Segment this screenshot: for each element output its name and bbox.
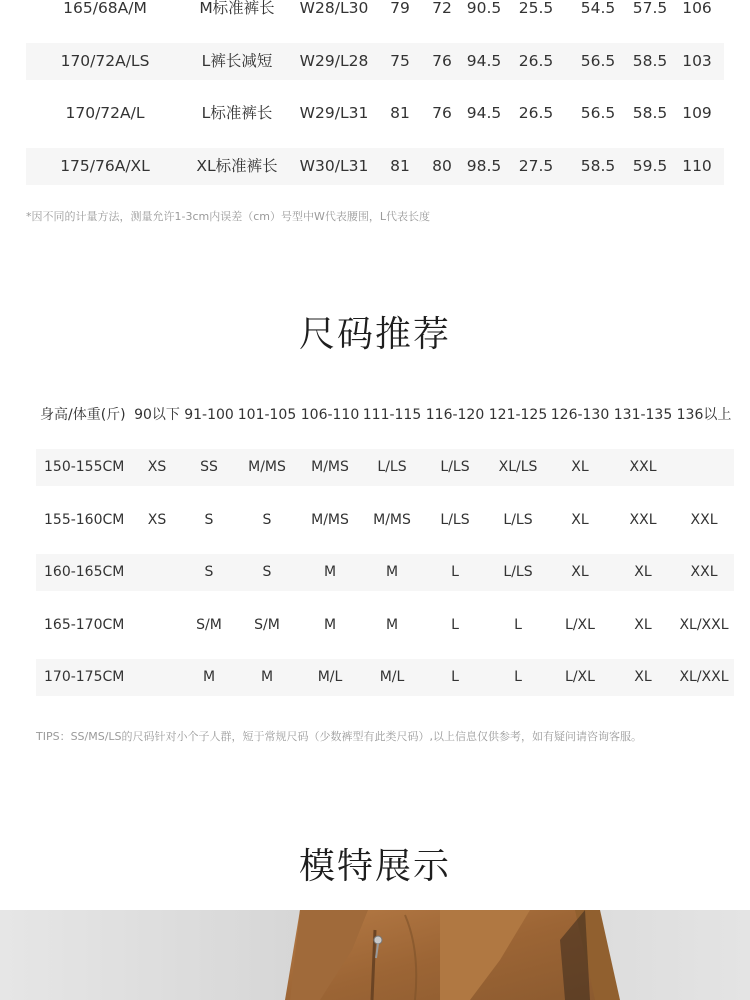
rec-cell: 170-175CM [44, 669, 125, 685]
header-cell: 90以下 [134, 407, 180, 423]
rec-cell: S/M [254, 616, 280, 633]
size-chart-row [26, 95, 724, 132]
size-chart-row [26, 0, 724, 27]
rec-cell: S [204, 511, 214, 528]
header-cell: 101-105 [237, 407, 297, 423]
size-cell: 75 [390, 51, 410, 70]
size-cell: 98.5 [466, 156, 502, 175]
rec-cell: L/XL [565, 669, 595, 685]
rec-cell: XL [634, 669, 652, 685]
recommendation-row [36, 502, 734, 539]
size-cell: 58.5 [632, 104, 668, 122]
header-cell: 91-100 [184, 407, 234, 423]
size-chart-row [26, 148, 724, 185]
size-cell: 72 [432, 0, 452, 17]
rec-cell: L [451, 564, 459, 580]
rec-cell: XL [571, 459, 589, 475]
size-cell: W29/L31 [299, 104, 369, 122]
rec-cell: L/LS [503, 564, 533, 580]
header-cell: 111-115 [362, 407, 422, 423]
header-cell: 136以上 [676, 407, 732, 423]
rec-cell: S [204, 564, 214, 580]
size-cell: 26.5 [518, 104, 554, 122]
size-cell: 56.5 [580, 104, 616, 122]
rec-cell: L [514, 669, 522, 685]
size-recommendation-title: 尺码推荐 [298, 314, 451, 355]
model-display-title: 模特展示 [298, 846, 451, 887]
rec-cell: M/MS [311, 459, 349, 475]
size-cell: 58.5 [632, 51, 668, 70]
size-cell: 110 [682, 156, 712, 175]
size-tips-note: TIPS：SS/MS/LS的尺码针对小个子人群，短于常规尺码（少数裤型有此类尺码）,以上信息仅供参考，如有疑问请咨询客服。 [36, 730, 643, 743]
size-cell: 90.5 [466, 0, 502, 17]
size-cell: 170/72A/L [65, 104, 145, 122]
size-chart-row [26, 43, 724, 80]
recommendation-row [36, 449, 734, 486]
header-cell: 126-130 [550, 407, 610, 423]
size-cell: 25.5 [518, 0, 554, 17]
size-cell: 81 [390, 156, 410, 175]
rec-cell: XL/XXL [679, 669, 729, 685]
rec-cell: M/MS [373, 511, 411, 528]
size-cell: 165/68A/M [63, 0, 147, 17]
rec-cell: XXL [629, 511, 657, 528]
rec-cell: S [262, 511, 272, 528]
rec-cell: M/MS [311, 511, 349, 528]
model-photo-image [0, 910, 750, 1000]
size-cell: L标准裤长 [201, 104, 273, 122]
size-cell: 56.5 [580, 51, 616, 70]
rec-cell: XL [571, 564, 589, 580]
size-recommendation-table [36, 449, 734, 712]
header-cell: 121-125 [488, 407, 548, 423]
size-cell: 76 [432, 104, 452, 122]
rec-cell: M [323, 616, 337, 633]
rec-cell: 150-155CM [44, 459, 125, 475]
size-cell: 27.5 [518, 156, 554, 175]
rec-cell: M [385, 616, 399, 633]
model-photo [0, 910, 750, 1000]
size-cell: L裤长减短 [201, 51, 273, 70]
rec-cell: L [451, 616, 459, 633]
size-cell: 106 [682, 0, 712, 17]
recommendation-row [36, 554, 734, 591]
rec-cell: M/L [379, 669, 405, 685]
rec-cell: XXL [690, 564, 718, 580]
recommendation-header-row [0, 400, 750, 430]
size-cell: W30/L31 [299, 156, 369, 175]
size-cell: 109 [682, 104, 712, 122]
rec-cell: M [260, 669, 274, 685]
rec-cell: XS [147, 459, 167, 475]
size-cell: 94.5 [466, 104, 502, 122]
header-cell: 131-135 [613, 407, 673, 423]
rec-cell: L/LS [440, 459, 470, 475]
header-cell: 106-110 [300, 407, 360, 423]
size-cell: XL标准裤长 [196, 156, 278, 175]
rec-cell: XL [634, 564, 652, 580]
rec-cell: M [385, 564, 399, 580]
recommendation-row [36, 607, 734, 644]
header-cell: 116-120 [425, 407, 485, 423]
rec-cell: M [323, 564, 337, 580]
size-cell: 26.5 [518, 51, 554, 70]
size-cell: 54.5 [580, 0, 616, 17]
rec-cell: M/L [317, 669, 343, 685]
rec-cell: XXL [629, 459, 657, 475]
rec-cell: L/LS [377, 459, 407, 475]
rec-cell: XXL [690, 511, 718, 528]
rec-cell: XS [147, 511, 167, 528]
size-cell: 79 [390, 0, 410, 17]
size-cell: 103 [682, 51, 712, 70]
rec-cell: 165-170CM [44, 616, 125, 633]
rec-cell: L [451, 669, 459, 685]
rec-cell: S/M [196, 616, 222, 633]
rec-cell: 155-160CM [44, 511, 125, 528]
rec-cell: L/LS [503, 511, 533, 528]
rec-cell: XL [634, 616, 652, 633]
size-cell: 58.5 [580, 156, 616, 175]
size-chart-table [26, 0, 724, 200]
header-cell: 身高/体重(斤) [40, 407, 126, 423]
size-cell: 170/72A/LS [60, 51, 150, 70]
size-cell: W29/L28 [299, 51, 369, 70]
rec-cell: L/LS [440, 511, 470, 528]
rec-cell: SS [200, 459, 218, 475]
size-cell: W28/L30 [299, 0, 369, 17]
rec-cell: XL/XXL [679, 616, 729, 633]
size-cell: 81 [390, 104, 410, 122]
size-cell: 76 [432, 51, 452, 70]
rec-cell: S [262, 564, 272, 580]
size-cell: 94.5 [466, 51, 502, 70]
rec-cell: XL [571, 511, 589, 528]
size-chart-footnote: *因不同的计量方法，测量允许1-3cm内误差（cm）号型中W代表腰围，L代表长度 [26, 210, 430, 223]
rec-cell: L/XL [565, 616, 595, 633]
recommendation-row [36, 659, 734, 696]
rec-cell: M [202, 669, 216, 685]
rec-cell: L [514, 616, 522, 633]
size-cell: 80 [432, 156, 452, 175]
size-cell: 57.5 [632, 0, 668, 17]
size-cell: M标准裤长 [199, 0, 275, 17]
size-cell: 59.5 [632, 156, 668, 175]
rec-cell: M/MS [248, 459, 286, 475]
rec-cell: XL/LS [498, 459, 538, 475]
size-cell: 175/76A/XL [60, 156, 150, 175]
rec-cell: 160-165CM [44, 564, 125, 580]
